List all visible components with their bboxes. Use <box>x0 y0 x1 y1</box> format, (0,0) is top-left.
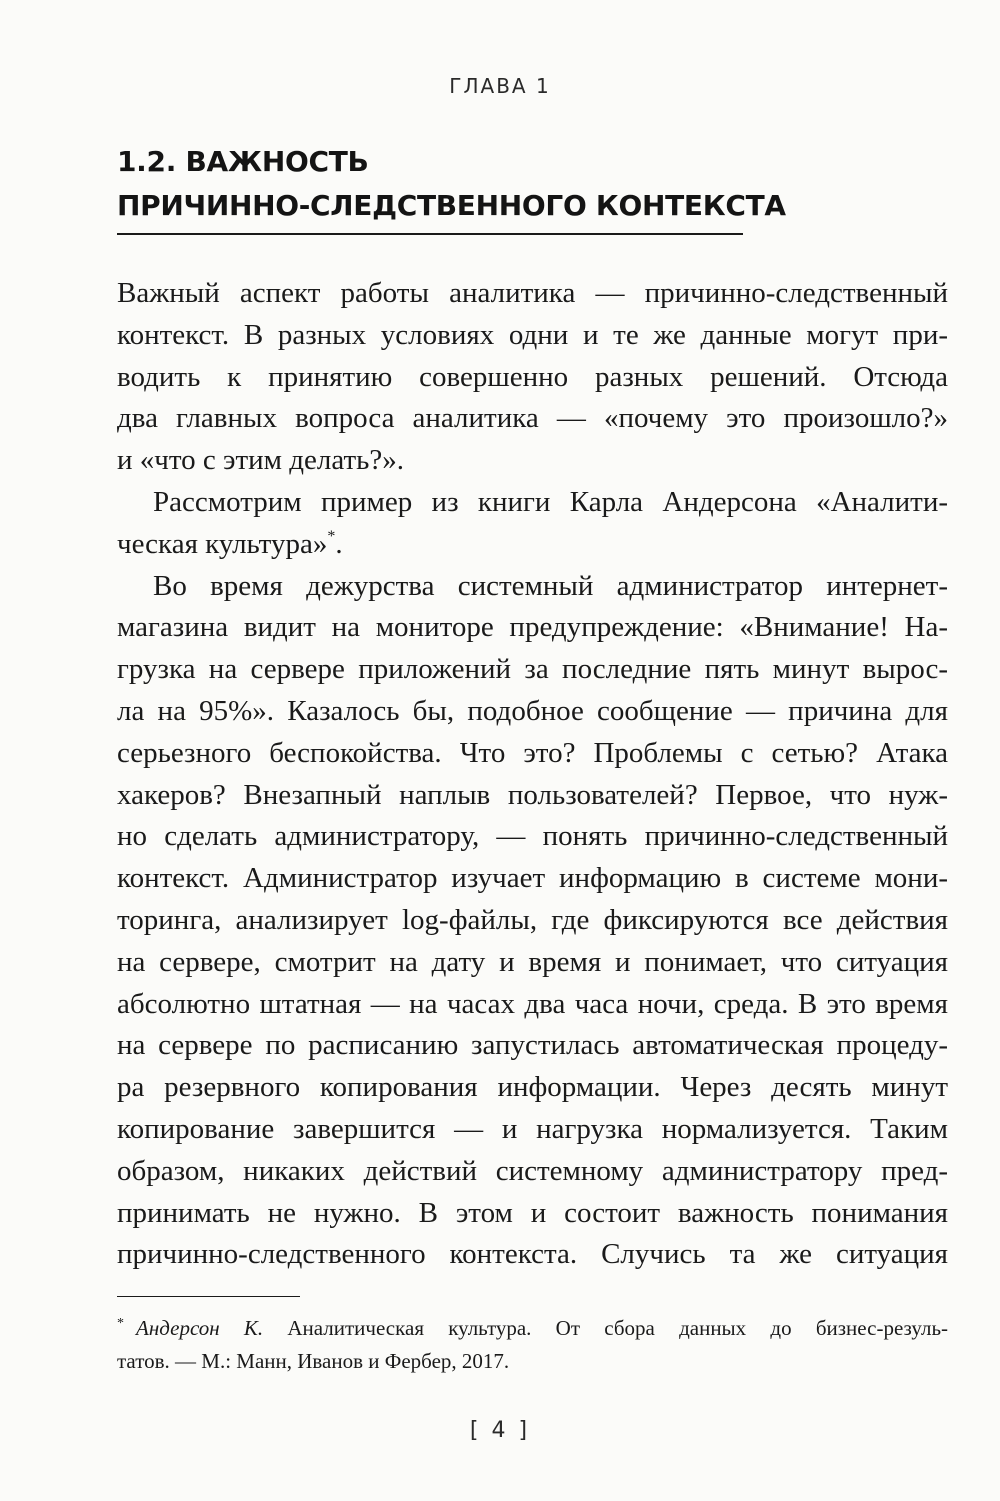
text-line: два главных вопроса аналитика — «почему это произошло?» <box>117 402 948 435</box>
footnote <box>117 1312 948 1378</box>
page-number: [ 4 ] <box>469 1418 531 1443</box>
running-head: ГЛАВА 1 <box>449 74 551 98</box>
text-line: Важный аспект работы аналитика — причинно-следственный <box>117 277 948 309</box>
text-line: серьезного беспокойства. Что это? Проблемы с сетью? Атака <box>117 736 948 769</box>
footnote-line-2: татов. — М.: Манн, Иванов и Фербер, 2017. <box>117 1349 510 1373</box>
body-text <box>117 273 948 1276</box>
text-line: на сервере по расписанию запустилась автоматическая процеду- <box>117 1029 948 1062</box>
text-line: причинно-следственного контекста. Случись та же ситуация <box>117 1238 948 1271</box>
section-title-line-1: 1.2. ВАЖНОСТЬ <box>117 145 369 178</box>
text-line: контекст. В разных условиях одни и те же данные могут при- <box>117 318 948 351</box>
text-line: и «что с этим делать?». <box>117 444 404 477</box>
title-underline <box>117 233 743 235</box>
text-line: принимать не нужно. В этом и состоит важность понимания <box>117 1196 948 1229</box>
text-line: Во время дежурства системный администратор интернет- <box>153 569 948 602</box>
section-title-line-2: ПРИЧИННО-СЛЕДСТВЕННОГО КОНТЕКСТА <box>117 189 786 222</box>
footnote-author: Андерсон К. <box>136 1316 264 1340</box>
text-line: контекст. Администратор изучает информацию в системе мони- <box>117 862 948 895</box>
text-line: абсолютно штатная — на часах два часа ночи, среда. В это время <box>117 987 948 1020</box>
footnote-line-1 <box>117 1312 948 1345</box>
text-line-content: ческая культура» <box>117 527 328 560</box>
section-title <box>117 140 817 228</box>
footnote-reference: * <box>327 527 336 545</box>
footnote-citation: Аналитическая культура. От сбора данных до бизнес-резуль- <box>263 1316 949 1340</box>
text-line: Рассмотрим пример из книги Карла Андерсона «Аналити- <box>153 485 948 518</box>
footnote-marker: * <box>117 1316 124 1331</box>
text-line: грузка на сервере приложений за последние пять минут вырос- <box>117 653 948 686</box>
text-line: водить к принятию совершенно разных решений. Отсюда <box>117 360 948 393</box>
text-line: торинга, анализирует log-файлы, где фиксируются все действия <box>117 903 948 936</box>
text-line: магазина видит на мониторе предупреждение: «Внимание! На- <box>117 611 948 644</box>
text-line: но сделать администратору, — понять причинно-следственный <box>117 820 948 853</box>
text-line: хакеров? Внезапный наплыв пользователей? Первое, что нуж- <box>117 778 948 811</box>
text-line: ческая культура»*. <box>117 527 343 560</box>
text-line: образом, никаких действий системному администратору пред- <box>117 1154 948 1187</box>
text-line: на сервере, смотрит на дату и время и понимает, что ситуация <box>117 945 948 978</box>
text-line: ла на 95%». Казалось бы, подобное сообщение — причина для <box>117 694 948 727</box>
footnote-separator <box>117 1296 300 1297</box>
text-line: копирование завершится — и нагрузка нормализуется. Таким <box>117 1112 948 1145</box>
text-line: ра резервного копирования информации. Через десять минут <box>117 1071 948 1104</box>
